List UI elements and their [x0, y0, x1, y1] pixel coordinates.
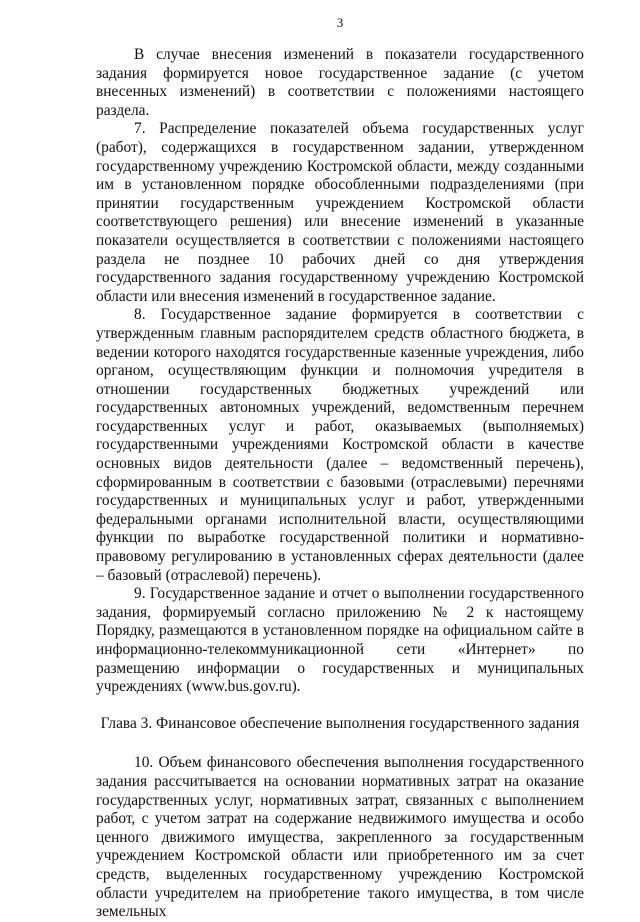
- paragraph-8: 8. Государственное задание формируется в соответствии с утвержденным главным распорядителем средств областного бюджета, в ведении которого находятся государственные казенные учреждения, либо органом, осуществляющим функции и полномочия учредителя в отношении государственных бюджетных учреждений или государственных автономных учреждений, ведомственным перечнем государственных услуг и работ, оказываемых (выполняемых) государственными учреждениями Костромской области в качестве основных видов деятельности (далее – ведомственный перечень), сформированным в соответствии с базовыми (отраслевыми) перечнями государственных и муниципальных услуг и работ, утвержденными федеральными органами исполнительной власти, осуществляющими функции по выработке государственной политики и нормативно-правовому регулированию в установленных сферах деятельности (далее – базовый (отраслевой) перечень).: [96, 306, 584, 584]
- page-number: 3: [336, 15, 344, 30]
- chapter-heading: Глава 3. Финансовое обеспечение выполнения государственного задания: [100, 714, 580, 732]
- paragraph-10: 10. Объем финансового обеспечения выполнения государственного задания рассчитывается на основании нормативных затрат на оказание государственных услуг, нормативных затрат, связанных с выполнением работ, с учетом затрат на содержание недвижимого имущества и особо ценного движимого имущества, закрепленного за государственным учреждением Костромской области или приобретенного им за счет средств, выделенных государственному учреждению Костромской области учредителем на приобретение такого имущества, в том числе земельных: [96, 754, 584, 921]
- paragraph-7: 7. Распределение показателей объема государственных услуг (работ), содержащихся в государственном задании, утвержденном государственному учреждению Костромской области, между созданными им в установленном порядке обособленными подразделениями (при принятии государственным учреждением Костромской области соответствующего решения) или внесение изменений в указанные показатели осуществляется в соответствии с положениями настоящего раздела не позднее 10 рабочих дней со дня утверждения государственного задания государственному учреждению Костромской области или внесения изменений в государственное задание.: [96, 120, 584, 305]
- paragraph-changes: В случае внесения изменений в показатели государственного задания формируется новое государственное задание (с учетом внесенных изменений) в соответствии с положениями настоящего раздела.: [96, 46, 584, 119]
- paragraph-9: 9. Государственное задание и отчет о выполнении государственного задания, формируемый согласно приложению № 2 к настоящему Порядку, размещаются в установленном порядке на официальном сайте в информационно-телекоммуникационной сети «Интернет» по размещению информации о государственных и муниципальных учреждениях (www.bus.gov.ru).: [96, 585, 584, 696]
